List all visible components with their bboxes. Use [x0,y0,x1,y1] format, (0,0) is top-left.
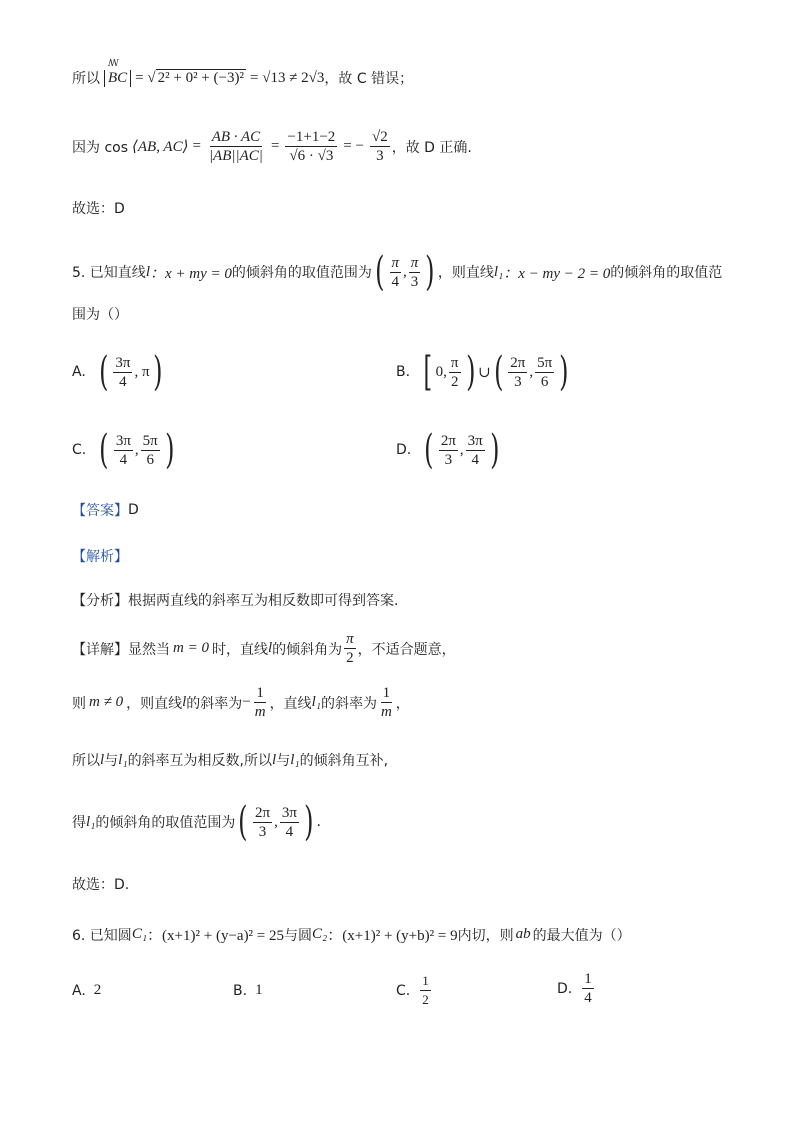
choose-line [72,198,125,218]
text: 故选：D [72,201,125,217]
var-ab: ab [515,926,531,942]
answer-value: D [128,502,139,518]
vectors: AB, AC [137,139,183,155]
expr-sqrt: = √ 2² + 0² + (−3)² [135,69,244,86]
text: 的倾斜角为 [272,641,343,658]
paren-close: ) [164,427,175,473]
var-l1: l₁ [493,263,504,280]
denominator: 3 [376,148,384,164]
question-5-stem-cont [72,304,128,324]
var-l1: l₁ [311,694,321,710]
equation-c2: ：(x+1)² + (y+b)² = 9 [327,928,458,944]
text: 5. 已知直线 [72,265,146,281]
text: 所以 [72,753,100,769]
union: ∪ [478,364,491,381]
fenxi-line [72,590,398,610]
solution-line-cos [72,128,472,165]
numerator: 3π [467,432,483,449]
paren-close: ) [304,799,314,845]
option-6b[interactable] [233,982,263,999]
option-label: C. [72,442,87,458]
paren-close: ) [559,349,569,395]
denominator: |AB||AC| [208,148,263,164]
paren-open: ( [424,427,434,473]
option-label: D. [557,980,573,997]
solution-line-bc [72,68,413,88]
tail: , π [134,363,150,380]
numerator: 5π [142,432,158,449]
analysis-tag: 【解析】 [72,549,128,565]
denominator: 2 [346,650,354,666]
text: 6. 已知圆 [72,927,132,944]
var-c1: C₁ [131,926,148,942]
text: 围为（） [72,307,128,323]
text: 显然当 [128,641,170,658]
numerator: π [391,254,400,271]
text: ，故 D 正确. [391,139,472,156]
option-5d[interactable] [396,427,502,473]
fraction [253,804,272,841]
paren-open: ( [493,349,504,395]
numerator: −1+1−2 [287,129,336,145]
fraction [344,630,356,667]
complement-line [72,750,388,770]
fraction [409,254,421,291]
var-l: l [272,751,277,768]
option-6a[interactable] [72,982,101,999]
paren-close: ) [425,249,435,295]
text: 与 [276,753,291,769]
paren-open: ( [375,249,385,295]
equals: = [270,138,280,154]
numerator: π [410,254,419,271]
fraction [114,432,133,469]
text: 与圆 [284,927,313,944]
text: 则 [72,695,86,712]
question-5-stem [72,249,723,295]
numerator: 5π [537,354,553,371]
var-l1: l₁ [290,751,300,768]
var-l1: l₁ [86,813,96,830]
text: ，直线 [269,695,312,712]
xiangjie-line [72,630,456,667]
fraction [280,804,299,841]
fraction [466,432,485,469]
denominator: 4 [584,990,592,1006]
denominator: 3 [410,273,419,290]
numerator: 3π [281,804,297,821]
option-5b[interactable] [396,349,572,395]
equation-l: ：x + my = 0 [149,265,232,282]
text: 的倾斜角的取值范围为 [231,265,372,281]
numerator: π [450,354,459,371]
text: 所以 [72,71,100,87]
comma: , [459,441,464,458]
numerator: 2π [510,354,526,371]
var-l: l [145,263,150,280]
vector-bc: ꟿ BC [108,70,127,87]
text: ，故 C 错误； [324,71,414,87]
denominator: 3 [258,823,267,840]
var-l: l [267,640,273,656]
denominator: m [380,704,392,720]
minus: − [242,694,251,710]
option-5a[interactable] [72,349,165,395]
numerator: 2π [255,804,271,821]
expr-result: = √13 ≠ 2√3 [250,69,325,86]
equals-neg: = − [343,138,364,154]
paren-open: ( [98,349,109,395]
var-c2: C₂ [312,926,328,942]
numerator: 1 [382,685,391,701]
option-label: D. [396,442,412,458]
bracket-open: [ [423,349,433,395]
fraction [582,970,594,1007]
text: ， [395,695,410,712]
text: 的倾斜角互补, [299,753,389,769]
paren-close: ) [489,427,500,473]
head: 0, [435,363,447,380]
fraction-values [285,128,337,165]
fenxi-tag: 【分析】 [72,593,128,609]
text: ，不适合题意， [357,641,456,658]
text: 时，直线 [211,641,268,658]
text: 故选：D. [72,877,130,893]
paren-close: ) [152,349,163,395]
denominator: 4 [391,273,399,290]
numerator: 1 [256,685,264,701]
numerator: 2π [440,432,456,449]
numerator: 3π [115,354,131,371]
option-6c[interactable] [396,972,433,1009]
option-value: 2 [93,982,102,998]
text: 的斜率为 [186,695,243,712]
answer-line [72,500,139,520]
analysis-heading [72,546,128,566]
text: 因为 cos [72,139,129,156]
denominator: 4 [285,823,294,840]
xiangjie-tag: 【详解】 [72,641,128,658]
choose-line-2 [72,874,129,894]
option-label: C. [396,982,411,999]
fraction [508,354,527,391]
text: 的倾斜角的取值范围为 [95,815,236,831]
fraction [141,432,160,469]
text: 内切，则 [457,927,514,944]
denominator: 2 [422,992,429,1007]
slope-line [72,684,410,721]
angle-vectors: ⟨AB, AC⟩ [132,139,189,155]
text: ，则直线 [437,265,494,281]
option-label: A. [72,982,86,999]
expr-m: m ≠ 0 [89,694,124,710]
option-value: 1 [255,982,263,998]
fraction [253,684,268,721]
text: 的斜率为 [320,695,377,712]
range-line [72,799,321,845]
denominator: 4 [119,373,127,390]
vector-bc-magnitude [104,70,131,87]
paren-open: ( [99,427,109,473]
option-label: B. [396,364,411,380]
text: 的斜率互为相反数,所以 [127,753,273,769]
option-6d[interactable] [557,970,596,1007]
comma: , [274,813,278,830]
comma: , [529,363,534,380]
numerator: 1 [584,971,592,987]
equation-l1: ：x − my − 2 = 0 [503,265,611,282]
radicand: 2² + 0² + (−3)² [157,69,244,86]
comma: , [134,441,139,458]
denominator: 2 [450,373,459,390]
numerator: AB · AC [211,129,261,145]
fraction [379,684,394,721]
numerator: √2 [371,129,388,145]
fraction-dot-product [207,128,265,165]
text: 的最大值为（） [532,927,631,944]
fraction [113,354,132,391]
fraction [390,254,402,291]
fenxi-text: 根据两直线的斜率互为相反数即可得到答案. [128,593,399,609]
fraction [449,354,461,391]
text: 的倾斜角的取值范 [610,265,723,281]
denominator: m [254,704,266,720]
fraction [420,972,431,1009]
denominator: 6 [146,451,154,468]
text: 得 [72,815,86,831]
denominator: 4 [119,451,128,468]
denominator: 6 [540,373,549,390]
var-l: l [182,694,187,710]
var-l: l [100,751,105,768]
option-5c[interactable] [72,427,177,473]
var-l1: l₁ [118,751,128,768]
fraction-result [370,128,390,165]
numerator: 3π [115,432,131,449]
option-label: B. [233,982,248,999]
text: ，则直线 [126,695,183,712]
question-6-stem [72,924,631,945]
denominator: 4 [471,451,479,468]
paren-close: ) [465,349,475,395]
numerator: π [346,631,354,647]
answer-tag: 【答案】 [72,503,128,519]
paren-open: ( [238,799,248,845]
text: . [316,814,321,830]
fraction [439,432,458,469]
fraction [535,354,554,391]
equals: = [192,138,201,154]
denominator: 3 [514,373,522,390]
comma: , [403,263,407,280]
numerator: 1 [420,972,431,991]
text: 与 [104,753,119,769]
denominator: √6 · √3 [289,148,334,164]
option-label: A. [72,364,86,380]
expr-m0: m = 0 [173,640,209,656]
denominator: 3 [444,451,453,468]
equation-c1: ：(x+1)² + (y−a)² = 25 [147,928,285,944]
